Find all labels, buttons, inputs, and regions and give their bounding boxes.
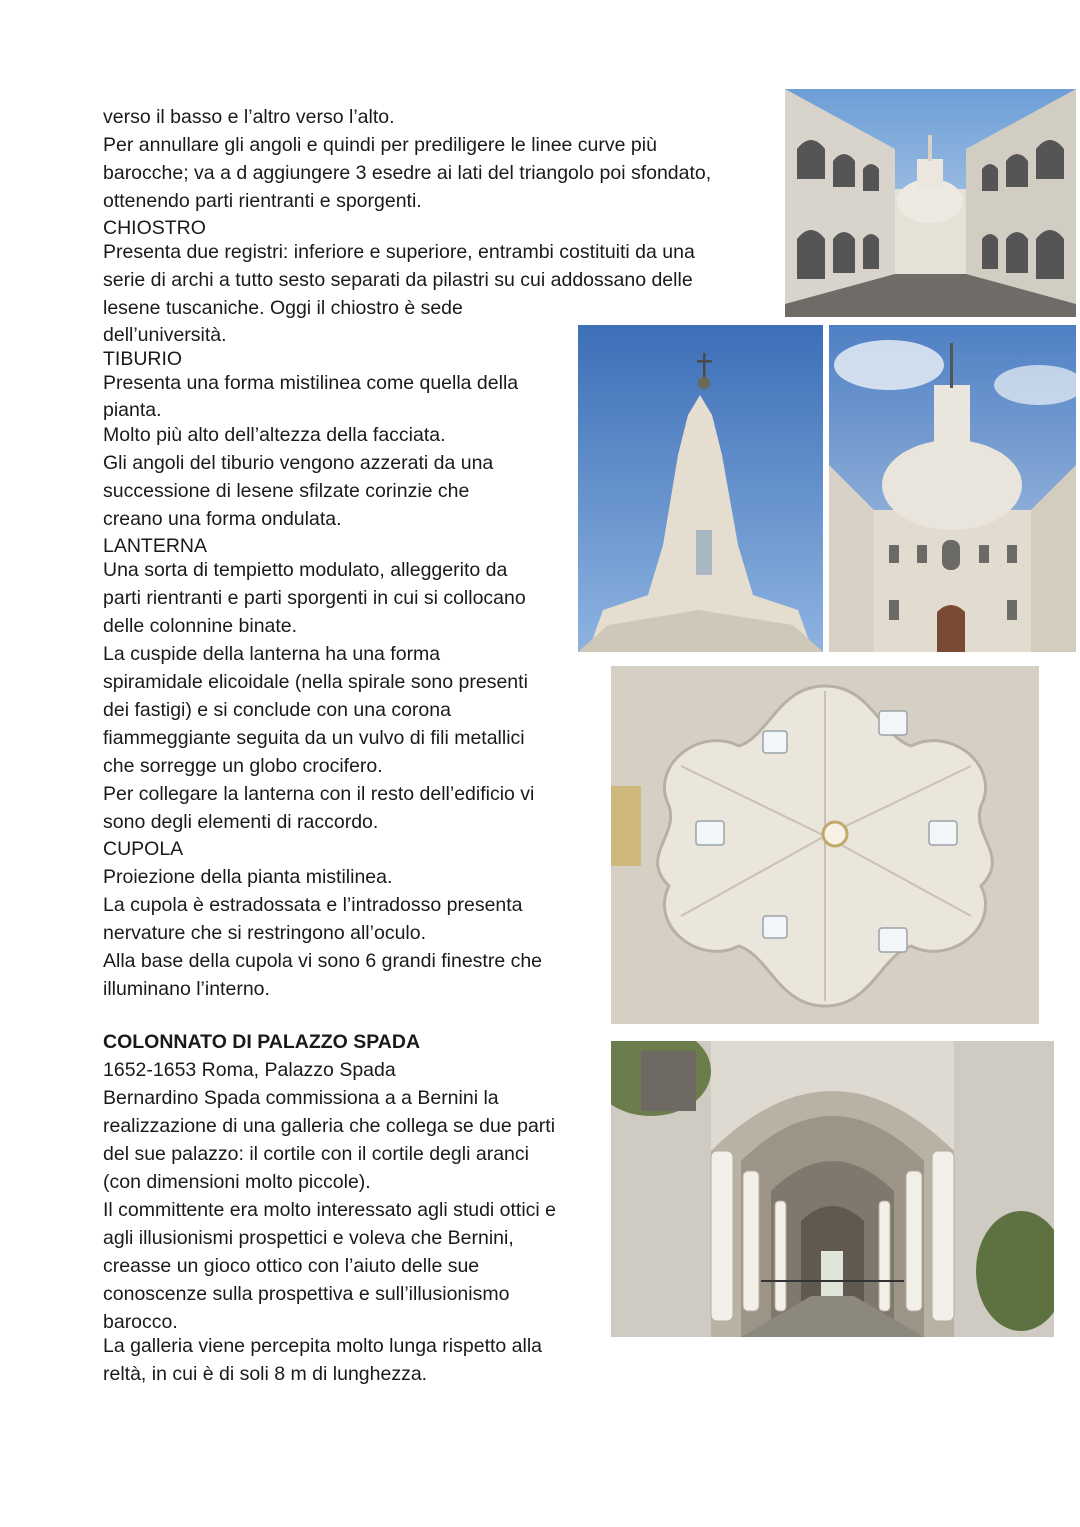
text-line: del sue palazzo: il cortile con il cortile degli aranci [103,1143,529,1165]
text-line: La cupola è estradossata e l’intradosso presenta [103,894,523,916]
heading-cupola: CUPOLA [103,838,184,860]
text-line: nervature che si restringono all’oculo. [103,922,427,944]
text-line: Gli angoli del tiburio vengono azzerati da una [103,452,494,474]
text-line: 1652-1653 Roma, Palazzo Spada [103,1059,396,1081]
cloister-photo [785,89,1076,317]
lantern-photo [578,325,823,652]
colonnade-photo [611,1041,1054,1337]
text-line: Molto più alto dell’altezza della facciata. [103,424,446,446]
text-line: Bernardino Spada commissiona a a Bernini la [103,1087,499,1109]
dome-interior-photo [611,666,1039,1024]
text-line: parti rientranti e parti sporgenti in cui si collocano [103,587,526,609]
text-line: Per collegare la lanterna con il resto dell’edificio vi [103,783,535,805]
text-line: Proiezione della pianta mistilinea. [103,866,393,888]
text-line: fiammeggiante seguita da un vulvo di fili metallici [103,727,525,749]
text-line: reltà, in cui è di soli 8 m di lunghezza. [103,1363,428,1385]
text-line: verso il basso e l’altro verso l’alto. [103,106,395,128]
text-line: barocco. [103,1311,178,1333]
text-line: sono degli elementi di raccordo. [103,811,379,833]
text-line: illuminano l’interno. [103,978,270,1000]
text-line: (con dimensioni molto piccole). [103,1171,371,1193]
heading-tiburio: TIBURIO [103,348,183,370]
text-line: conoscenze sulla prospettiva e sull’illusionismo [103,1283,510,1305]
text-line: Alla base della cupola vi sono 6 grandi finestre che [103,950,543,972]
text-line: creasse un gioco ottico con l’aiuto delle sue [103,1255,480,1277]
text-line: delle colonnine binate. [103,615,298,637]
text-line: Il committente era molto interessato agli studi ottici e [103,1199,557,1221]
text-line: dei fastigi) e si conclude con una corona [103,699,451,721]
section-heading: COLONNATO DI PALAZZO SPADA [103,1031,421,1053]
text-line: spiramidale elicoidale (nella spirale sono presenti [103,671,528,693]
text-line: serie di archi a tutto sesto separati da pilastri su cui addossano delle [103,269,693,291]
text-line: Una sorta di tempietto modulato, alleggerito da [103,559,508,581]
heading-lanterna: LANTERNA [103,535,208,557]
text-line: creano una forma ondulata. [103,508,342,530]
text-line: dell’università. [103,324,227,346]
text-line: pianta. [103,399,162,421]
text-line: La cuspide della lanterna ha una forma [103,643,441,665]
text-line: realizzazione di una galleria che collega se due parti [103,1115,556,1137]
heading-chiostro: CHIOSTRO [103,217,206,239]
text-line: Presenta una forma mistilinea come quella della [103,372,519,394]
text-line: barocche; va a d aggiungere 3 esedre ai lati del triangolo poi sfondato, [103,162,712,184]
text-line: La galleria viene percepita molto lunga rispetto alla [103,1335,543,1357]
text-line: Presenta due registri: inferiore e superiore, entrambi costituiti da una [103,241,695,263]
dome-exterior-photo [829,325,1076,652]
text-line: Per annullare gli angoli e quindi per prediligere le linee curve più [103,134,657,156]
text-line: che sorregge un globo crocifero. [103,755,383,777]
text-line: lesene tuscaniche. Oggi il chiostro è sede [103,297,463,319]
text-line: agli illusionismi prospettici e voleva che Bernini, [103,1227,514,1249]
text-line: successione di lesene sfilzate corinzie che [103,480,470,502]
text-line: ottenendo parti rientranti e sporgenti. [103,190,422,212]
